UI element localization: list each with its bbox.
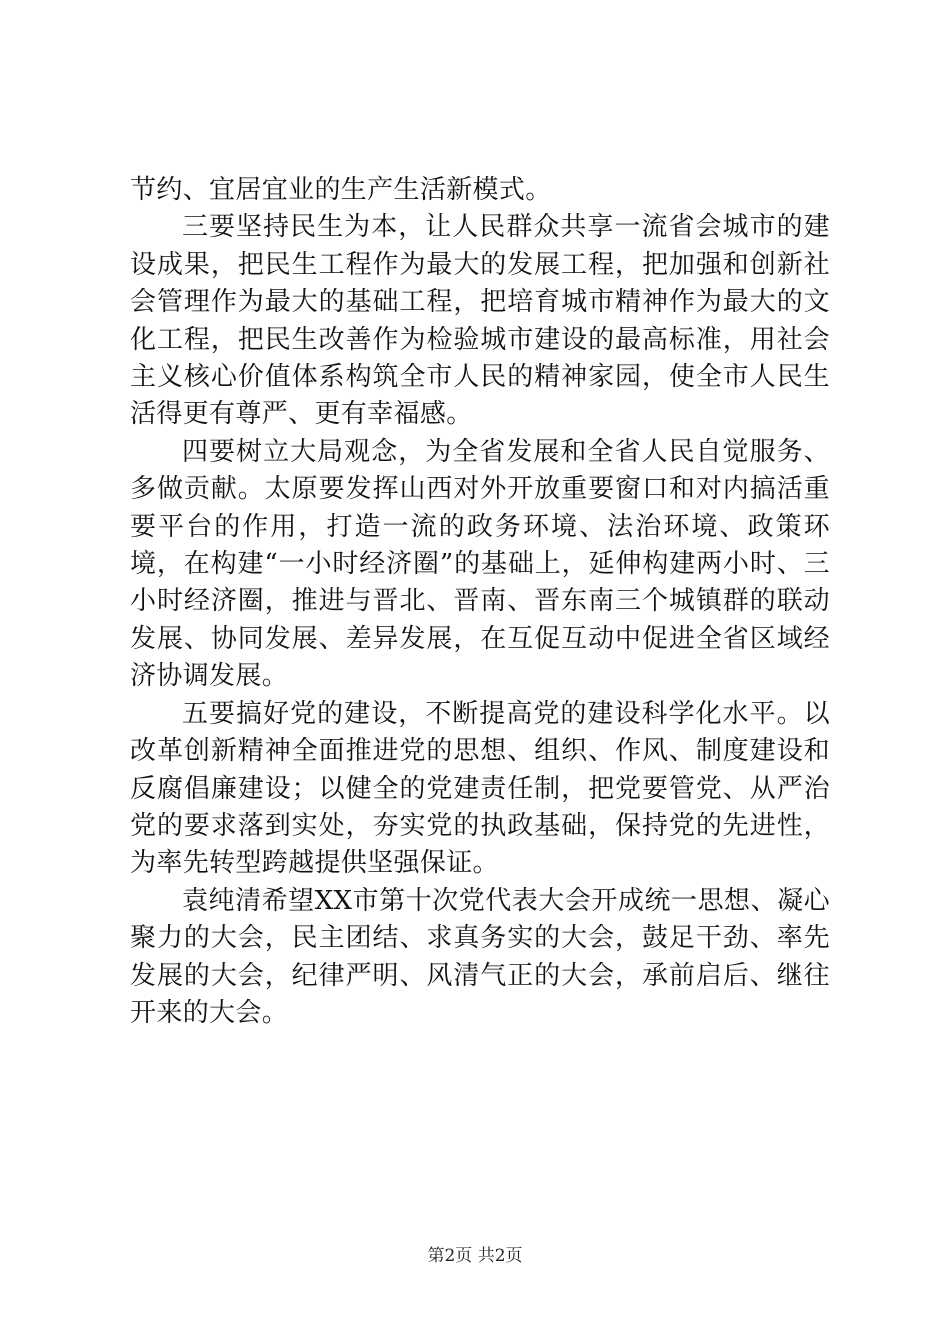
- document-body: [130, 172, 830, 1032]
- paragraph-continuation: 节约、宜居宜业的生产生活新模式。: [130, 175, 552, 205]
- paragraph-closing: 袁纯清希望XX市第十次党代表大会开成统一思想、凝心聚力的大会，民主团结、求真务实的大会，鼓足干劲、率先发展的大会，纪律严明、风清气正的大会，承前启后、继往开来的大会。: [130, 885, 830, 1028]
- paragraph-point-four: 四要树立大局观念，为全省发展和全省人民自觉服务、多做贡献。太原要发挥山西对外开放重要窗口和对内搞活重要平台的作用，打造一流的政务环境、法治环境、政策环境，在构建“一小时经济圈”的基础上，延伸构建两小时、三小时经济圈，推进与晋北、晋南、晋东南三个城镇群的联动发展、协同发展、差异发展，在互促互动中促进全省区域经济协调发展。: [130, 436, 830, 692]
- paragraph-point-three: 三要坚持民生为本，让人民群众共享一流省会城市的建设成果，把民生工程作为最大的发展工程，把加强和创新社会管理作为最大的基础工程，把培育城市精神作为最大的文化工程，把民生改善作为检验城市建设的最高标准，用社会主义核心价值体系构筑全市人民的精神家园，使全市人民生活得更有尊严、更有幸福感。: [130, 212, 830, 430]
- paragraph-point-five: 五要搞好党的建设，不断提高党的建设科学化水平。以改革创新精神全面推进党的思想、组织、作风、制度建设和反腐倡廉建设；以健全的党建责任制，把党要管党、从严治党的要求落到实处，夯实党的执政基础，保持党的先进性，为率先转型跨越提供坚强保证。: [130, 698, 830, 879]
- page-footer: [0, 1244, 950, 1268]
- page-number-label: 第2页 共2页: [427, 1246, 523, 1266]
